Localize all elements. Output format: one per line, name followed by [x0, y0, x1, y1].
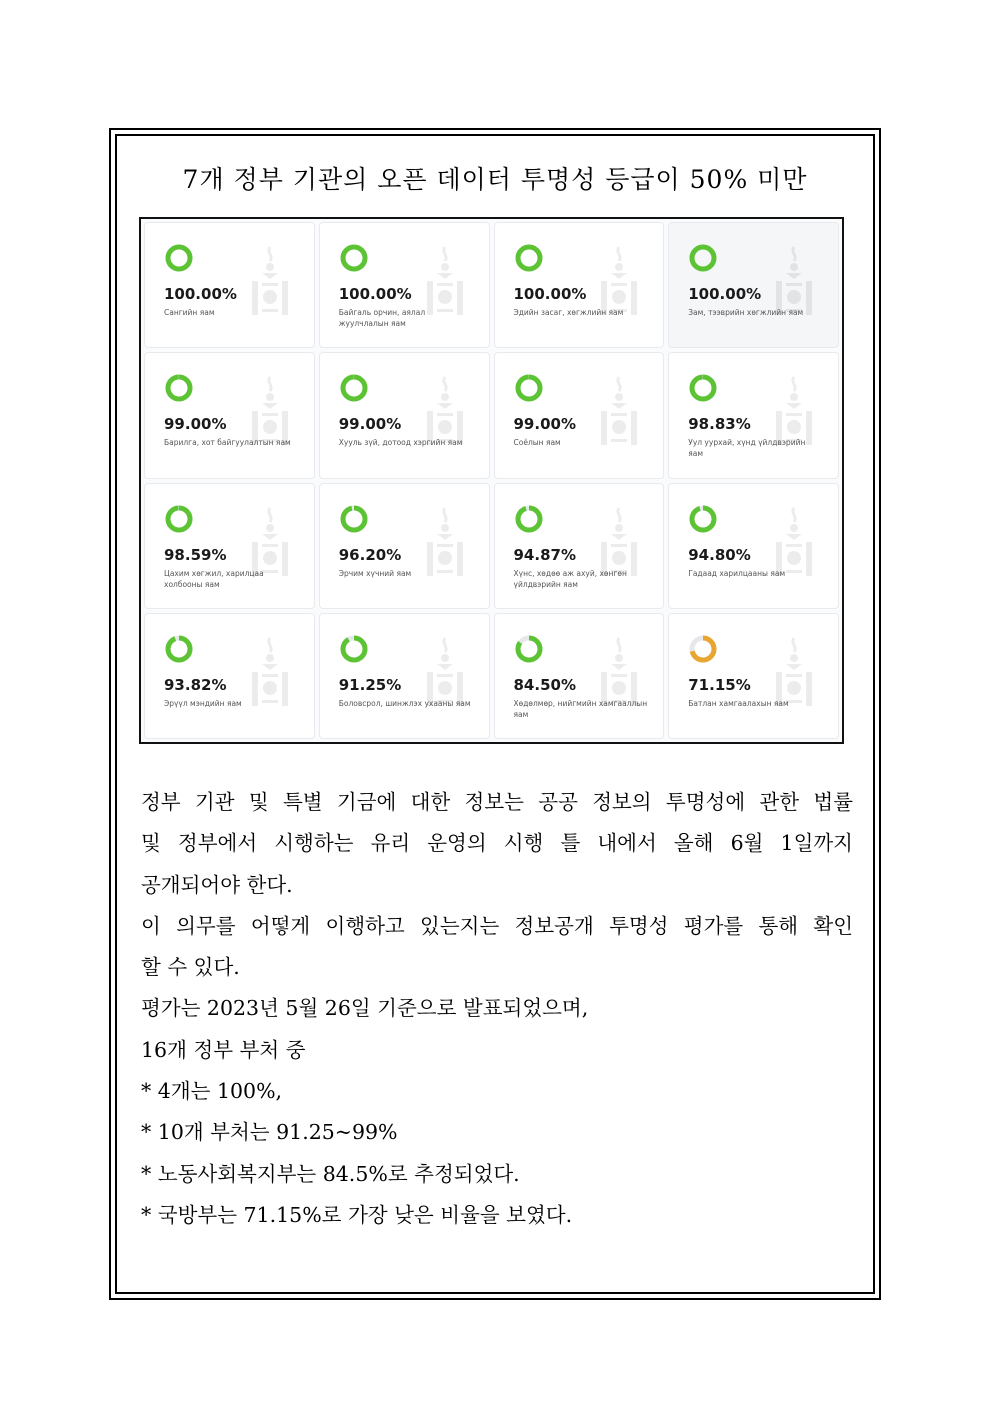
progress-ring-icon: [688, 243, 718, 273]
progress-ring-icon: [514, 373, 544, 403]
percentage-value: 100.00%: [513, 285, 587, 303]
ministry-name: Батлан хамгаалахын яам: [688, 698, 789, 708]
progress-ring-icon: [514, 243, 544, 273]
progress-ring-fill: [692, 247, 714, 269]
ministry-name: Соёлын яам: [513, 438, 561, 448]
ministry-card: [668, 613, 839, 739]
percentage-value: 96.20%: [338, 545, 402, 564]
paragraph-1-line-1: 정부 기관 및 특별 기금에 대한 정보는 공공 정보의 투명성에 관한 법률: [141, 790, 853, 814]
percentage-value: 84.50%: [513, 675, 576, 694]
ministry-card: [319, 222, 490, 348]
progress-ring-fill: [168, 247, 190, 269]
ministry-card: [668, 352, 839, 478]
percentage-value: 93.82%: [164, 675, 227, 694]
ministry-name: Хүнс, хөдөө аж ахуй, хөнгөн үйлдвэрийн яам: [513, 568, 627, 589]
progress-ring-fill: [343, 377, 365, 399]
percentage-value: 100.00%: [688, 285, 762, 303]
ministry-name: Цахим хөгжил, харилцаа холбооны яам: [164, 568, 264, 589]
bullet-item: * 10개 부처는 91.25~99%: [141, 1112, 853, 1153]
ministry-card: [494, 613, 665, 739]
ministry-card: [319, 613, 490, 739]
bullet-item: * 노동사회복지부는 84.5%로 추정되었다.: [141, 1154, 853, 1195]
progress-ring-fill: [518, 247, 540, 269]
ministry-card: [319, 352, 490, 478]
progress-ring-icon: [339, 373, 369, 403]
progress-ring-fill: [168, 377, 190, 399]
ministry-card: [144, 222, 315, 348]
ministry-name: Эрчим хүчний яам: [338, 568, 412, 578]
ministry-card: [668, 222, 839, 348]
paragraph-2-line-1: 이 의무를 어떻게 이행하고 있는지는 정보공개 투명성 평가를 통해 확인: [141, 913, 853, 938]
progress-ring-icon: [514, 504, 544, 534]
ministry-name: Уул уурхай, хүнд үйлдвэрийн яам: [688, 438, 806, 459]
ministry-card: [144, 613, 315, 739]
ministry-card: [144, 352, 315, 478]
paragraph-3: 평가는 2023년 5월 26일 기준으로 발표되었으며,: [141, 996, 589, 1021]
body-text: [141, 782, 853, 1236]
ministry-name: Хөдөлмөр, нийгмийн хамгааллын яам: [513, 698, 648, 719]
progress-ring-fill: [692, 508, 714, 530]
ministry-card: [144, 483, 315, 609]
ministry-card: [494, 352, 665, 478]
progress-ring-icon: [688, 504, 718, 534]
paragraph-2-line-2: 할 수 있다.: [141, 955, 240, 980]
transparency-card-grid: [139, 217, 844, 744]
progress-ring-icon: [339, 634, 369, 664]
paragraph-1-line-2: 및 정부에서 시행하는 유리 운영의 시행 틀 내에서 올해 6월 1일까지: [141, 831, 853, 856]
percentage-value: 99.00%: [164, 415, 227, 434]
paragraph-4: 16개 정부 부처 중: [141, 1037, 306, 1062]
progress-ring-fill: [168, 508, 190, 530]
percentage-value: 99.00%: [513, 415, 576, 434]
progress-ring-icon: [164, 504, 194, 534]
progress-ring-fill: [518, 508, 540, 530]
percentage-value: 99.00%: [338, 415, 402, 434]
bullet-item: * 국방부는 71.15%로 가장 낮은 비율을 보였다.: [141, 1195, 853, 1236]
progress-ring-fill: [343, 638, 365, 660]
progress-ring-icon: [339, 504, 369, 534]
progress-ring-icon: [164, 373, 194, 403]
ministry-name: Боловсрол, шинжлэх ухааны яам: [338, 698, 471, 708]
paragraph-1-line-3: 공개되어야 한다.: [141, 872, 293, 897]
percentage-value: 94.87%: [513, 545, 576, 564]
ministry-name: Гадаад харилцааны яам: [688, 568, 786, 578]
percentage-value: 100.00%: [338, 285, 412, 303]
progress-ring-icon: [688, 373, 718, 403]
progress-ring-fill: [343, 508, 365, 530]
percentage-value: 98.83%: [688, 415, 751, 434]
document-frame: [109, 128, 881, 1300]
ministry-card: [494, 222, 665, 348]
progress-ring-fill: [692, 377, 714, 399]
ministry-name: Зам, тээврийн хөгжлийн яам: [688, 308, 804, 317]
card-grid-inner: [144, 222, 839, 739]
ministry-name: Сангийн яам: [164, 308, 215, 317]
bullet-item: * 4개는 100%,: [141, 1071, 853, 1112]
ministry-name: Эдийн засаг, хөгжлийн яам: [513, 308, 624, 317]
ministry-card: [668, 483, 839, 609]
progress-ring-icon: [688, 634, 718, 664]
percentage-value: 98.59%: [164, 545, 227, 564]
progress-ring-icon: [339, 243, 369, 273]
progress-ring-icon: [164, 634, 194, 664]
progress-ring-fill: [343, 247, 365, 269]
page-title: 7개 정부 기관의 오픈 데이터 투명성 등급이 50% 미만: [182, 165, 808, 194]
ministry-name: Хууль зүй, дотоод хэргийн яам: [338, 438, 463, 448]
ministry-card: [494, 483, 665, 609]
percentage-value: 71.15%: [688, 675, 751, 694]
progress-ring-fill: [518, 377, 540, 399]
ministry-name: Байгаль орчин, аялал жуулчлалын яам: [338, 308, 426, 328]
progress-ring-icon: [164, 243, 194, 273]
percentage-value: 100.00%: [164, 285, 237, 303]
ministry-name: Барилга, хот байгуулалтын яам: [164, 438, 291, 448]
percentage-value: 91.25%: [338, 675, 402, 694]
percentage-value: 94.80%: [688, 545, 751, 564]
progress-ring-icon: [514, 634, 544, 664]
ministry-card: [319, 483, 490, 609]
progress-ring-fill: [168, 638, 190, 660]
ministry-name: Эрүүл мэндийн яам: [164, 698, 242, 708]
